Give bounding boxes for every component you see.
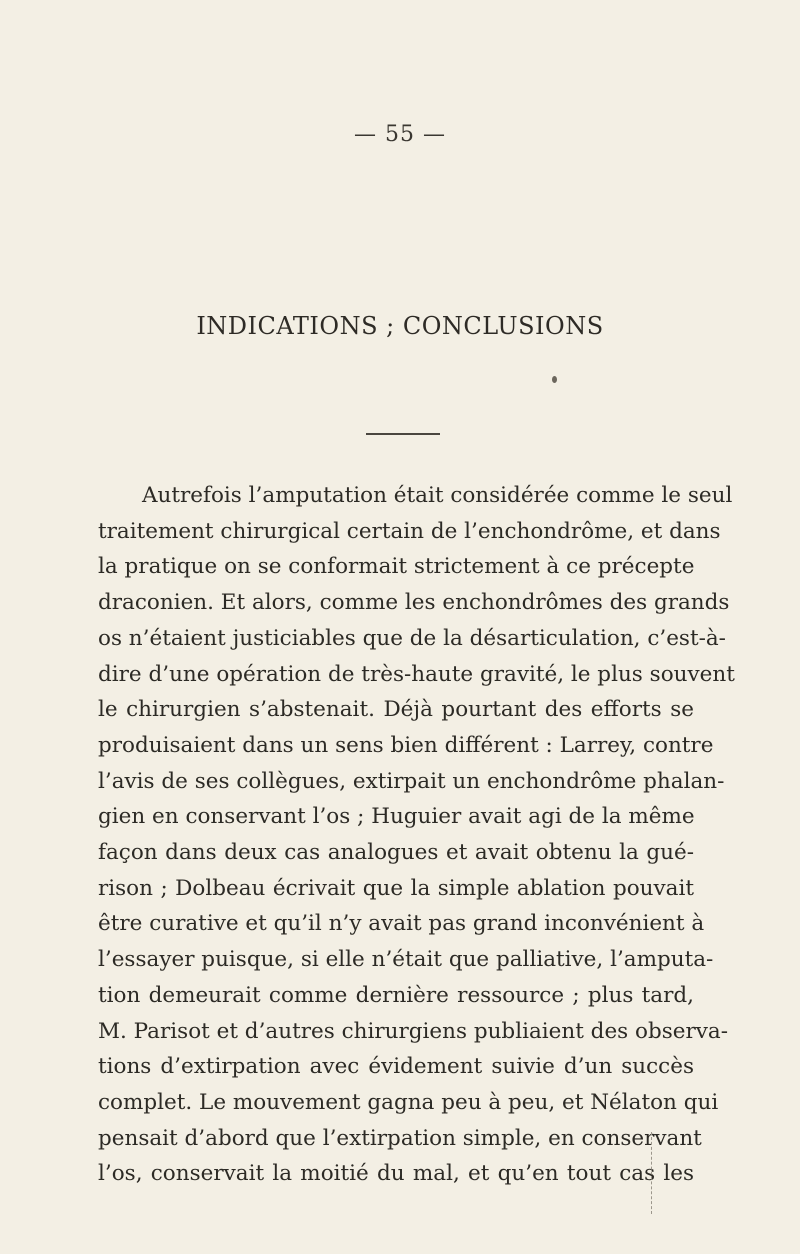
ink-speck <box>552 376 557 383</box>
text-line: produisaient dans un sens bien différent : Larrey, contre <box>98 732 714 758</box>
text-line: tions d’extirpation avec évidement suivie d’un succès <box>98 1054 694 1080</box>
text-line: l’avis de ses collègues, extirpait un enchondrôme phalan- <box>98 768 725 794</box>
text-line: pensait d’abord que l’extirpation simple, en conservant <box>98 1125 702 1151</box>
text-line: M. Parisot et d’autres chirurgiens publiaient des observa- <box>98 1018 729 1044</box>
text-line: traitement chirurgical certain de l’enchondrôme, et dans <box>98 518 721 544</box>
page-number: — 55 — <box>354 122 446 147</box>
text-line: l’essayer puisque, si elle n’était que palliative, l’amputa- <box>98 947 714 973</box>
text-line: rison ; Dolbeau écrivait que la simple ablation pouvait <box>98 875 694 901</box>
text-line: le chirurgien s’abstenait. Déjà pourtant des efforts se <box>98 697 694 723</box>
text-line: façon dans deux cas analogues et avait obtenu la gué- <box>98 840 694 866</box>
text-line: gien en conservant l’os ; Huguier avait agi de la même <box>98 804 695 830</box>
text-line: l’os, conservait la moitié du mal, et qu’en tout cas les <box>98 1161 694 1187</box>
text-line: os n’étaient justiciables que de la désarticulation, c’est-à- <box>98 625 726 651</box>
text-line: la pratique on se conformait strictement à ce précepte <box>98 554 695 580</box>
text-line: complet. Le mouvement gagna peu à peu, et Nélaton qui <box>98 1089 719 1115</box>
text-line: dire d’une opération de très-haute gravité, le plus souvent <box>98 661 735 687</box>
section-heading: INDICATIONS ; CONCLUSIONS <box>196 312 604 340</box>
text-line: draconien. Et alors, comme les enchondrômes des grands <box>98 590 730 616</box>
text-line: Autrefois l’amputation était considérée comme le seul <box>142 483 733 508</box>
body-paragraph <box>98 478 735 1192</box>
text-line: être curative et qu’il n’y avait pas grand inconvénient à <box>98 911 705 937</box>
margin-mark <box>651 1132 653 1214</box>
text-line: tion demeurait comme dernière ressource ; plus tard, <box>98 982 694 1008</box>
heading-rule <box>366 433 440 435</box>
